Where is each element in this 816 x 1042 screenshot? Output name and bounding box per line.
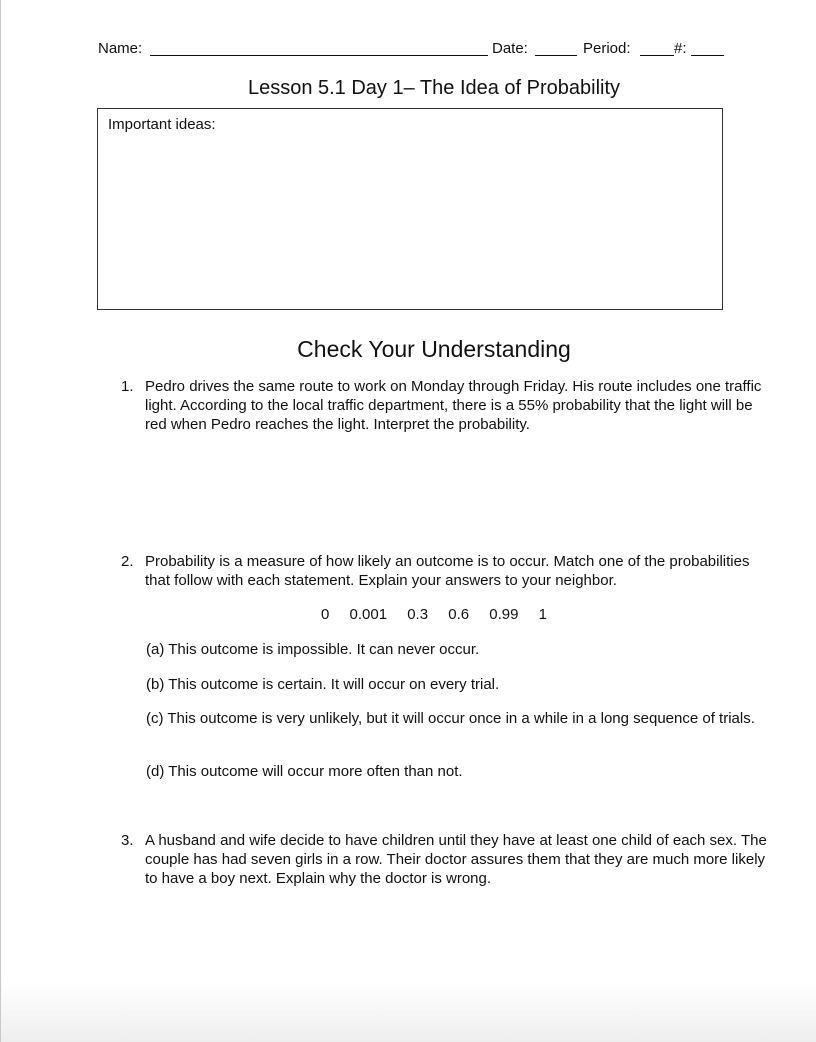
choice-value: 0.6 (448, 606, 470, 623)
page-bottom-shadow (1, 982, 816, 1042)
question-number: 1. (121, 378, 134, 395)
question-2-part-d: (d) This outcome will occur more often than not. (146, 763, 463, 780)
date-blank[interactable] (535, 55, 577, 56)
question-2-part-b: (b) This outcome is certain. It will occur on every trial. (146, 676, 500, 693)
important-ideas-box[interactable] (97, 108, 723, 310)
choice-value: 0.99 (489, 606, 519, 623)
question-text: Probability is a measure of how likely an outcome is to occur. Match one of the probabilities that follow with each statement. Explain your answers to your neighbor. (145, 553, 750, 589)
page-title: Lesson 5.1 Day 1– The Idea of Probability (247, 77, 621, 99)
probability-choices (1, 605, 816, 625)
section-title: Check Your Understanding (297, 336, 571, 362)
question-2-part-c: (c) This outcome is very unlikely, but it will occur once in a while in a long sequence of trials. (146, 710, 755, 727)
number-blank[interactable] (691, 55, 724, 56)
name-label: Name: (98, 40, 143, 57)
choice-value: 0 (320, 606, 330, 623)
choice-value: 0.001 (349, 606, 388, 623)
period-blank[interactable] (640, 55, 674, 56)
choice-value: 0.3 (407, 606, 429, 623)
number-label: #: (674, 40, 687, 57)
question-number: 2. (121, 553, 134, 570)
important-ideas-label: Important ideas: (108, 116, 216, 133)
question-text: A husband and wife decide to have children until they have at least one child of each sex. The couple has had seven girls in a row. Their doctor assures them that they are much more likely to have a boy next. Explain why the doctor is wrong. (145, 832, 767, 887)
choice-value: 1 (538, 606, 547, 623)
name-blank[interactable] (150, 55, 488, 56)
question-text: Pedro drives the same route to work on Monday through Friday. His route includes one traffic light. According to the local traffic department, there is a 55% probability that the light will be red when Pedro reaches the light. Interpret the probability. (145, 378, 762, 433)
date-label: Date: (492, 40, 528, 57)
period-label: Period: (583, 40, 631, 57)
question-2-part-a: (a) This outcome is impossible. It can never occur. (146, 641, 480, 658)
question-number: 3. (121, 832, 134, 849)
